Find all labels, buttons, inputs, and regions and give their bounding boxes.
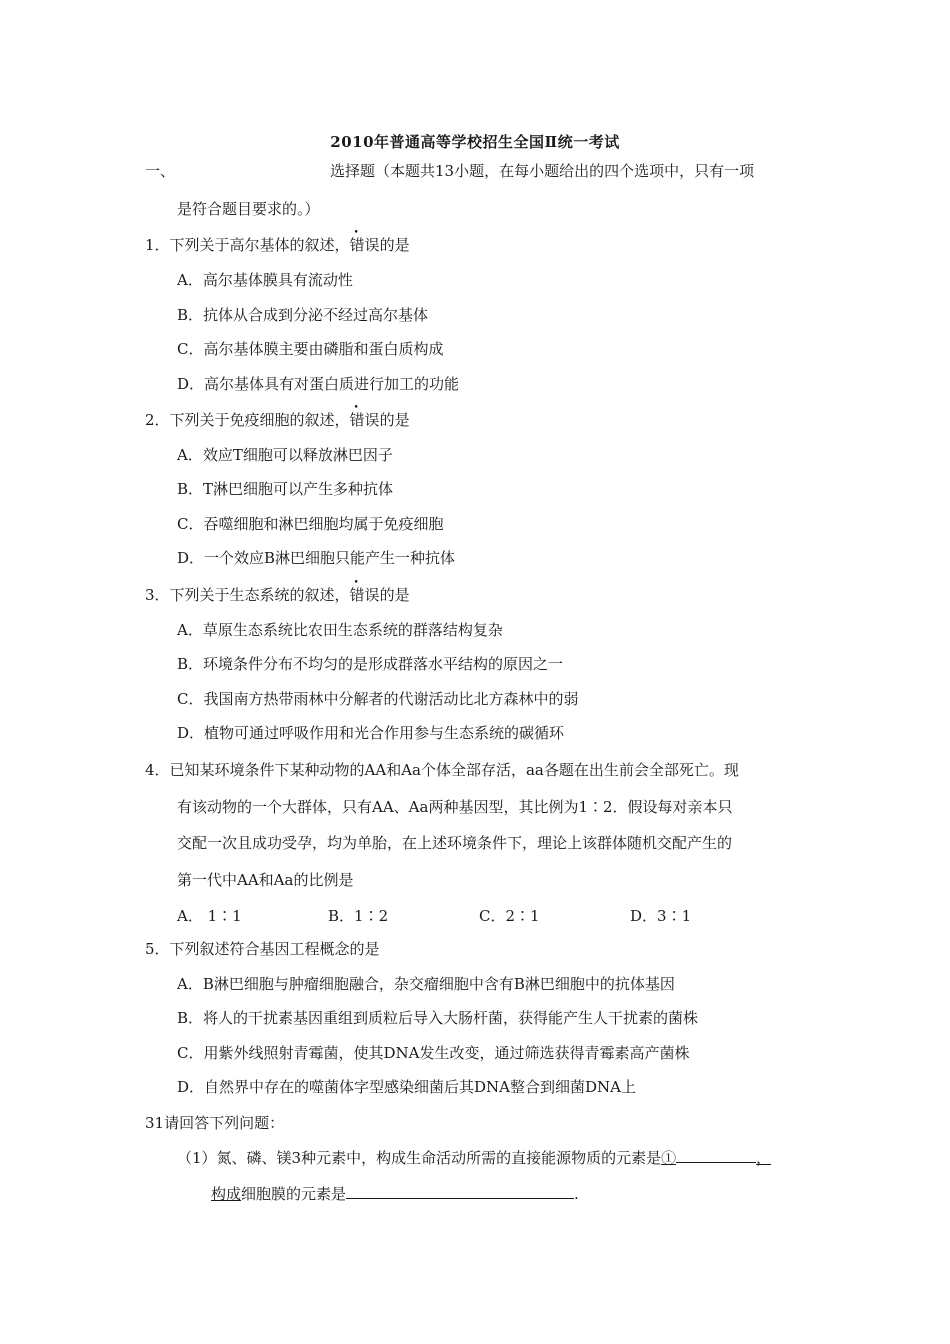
question-stem-prefix: 2．下列关于免疫细胞的叙述， (145, 411, 350, 429)
question-5-option-c: C．用紫外线照射青霉菌，使其DNA发生改变，通过筛选获得青霉素高产菌株 (177, 1044, 690, 1062)
question-4-option-d: D．3∶1 (630, 907, 692, 925)
answer-blank-2[interactable] (346, 1184, 574, 1199)
question-2-option-d: D．一个效应B淋巴细胞只能产生一种抗体 (177, 549, 456, 567)
question-2-option-c: C．吞噬细胞和淋巴细胞均属于免疫细胞 (177, 515, 444, 533)
question-stem-suffix: 的是 (379, 411, 410, 429)
question-2-stem (145, 410, 410, 430)
question-31-part1-text: （1）氮、磷、镁3种元素中，构成生命活动所需的直接能源物质的元素是 (177, 1149, 662, 1167)
question-1-option-a: A．高尔基体膜具有流动性 (177, 271, 353, 289)
question-1-stem (145, 235, 410, 255)
question-3-option-a: A．草原生态系统比农田生态系统的群落结构复杂 (177, 621, 503, 639)
question-3-stem (145, 585, 410, 605)
answer-marker-1: ① (661, 1149, 677, 1167)
question-5-option-b: B．将人的干扰素基因重组到质粒后导入大肠杆菌，获得能产生人干扰素的菌株 (177, 1009, 699, 1027)
question-31-part1-line2 (211, 1184, 579, 1204)
question-4-stem-line4: 第一代中AA和Aa的比例是 (177, 871, 354, 889)
question-2-option-b: B．T淋巴细胞可以产生多种抗体 (177, 480, 394, 498)
question-4-option-c: C．2∶1 (479, 907, 540, 925)
question-4-stem-line3: 交配一次且成功受孕，均为单胎，在上述环境条件下，理论上该群体随机交配产生的 (177, 834, 733, 852)
question-31-heading: 31请回答下列问题： (145, 1114, 285, 1132)
section-number: 一、 (145, 162, 176, 180)
question-3-option-b: B．环境条件分布不均匀的是形成群落水平结构的原因之一 (177, 655, 564, 673)
question-31-part1-line2-text: 细胞膜的元素是 (241, 1185, 347, 1203)
question-3-option-d: D．植物可通过呼吸作用和光合作用参与生态系统的碳循环 (177, 724, 565, 742)
question-stem-emphasis: 错误 (349, 411, 380, 429)
question-1-option-c: C．高尔基体膜主要由磷脂和蛋白质构成 (177, 340, 444, 358)
question-stem-suffix: 的是 (379, 586, 410, 604)
question-stem-emphasis: 错误 (349, 586, 380, 604)
question-stem-emphasis: 错误 (349, 236, 380, 254)
answer-blank-1[interactable] (676, 1148, 756, 1163)
exam-title: 2010年普通高等学校招生全国Ⅱ统一考试 (330, 133, 620, 151)
question-31-underlined-word: 构成 (211, 1185, 242, 1203)
question-4-option-b: B．1∶2 (328, 907, 389, 925)
question-stem-prefix: 1．下列关于高尔基体的叙述， (145, 236, 350, 254)
question-1-option-b: B．抗体从合成到分泌不经过高尔基体 (177, 306, 429, 324)
question-3-option-c: C．我国南方热带雨林中分解者的代谢活动比北方森林中的弱 (177, 690, 579, 708)
question-stem-prefix: 3．下列关于生态系统的叙述， (145, 586, 350, 604)
question-4-option-a: A． 1∶1 (177, 907, 242, 925)
question-31-period: . (574, 1185, 579, 1203)
section-heading-line1: 选择题（本题共13小题，在每小题给出的四个选项中，只有一项 (330, 162, 755, 180)
question-stem-suffix: 的是 (379, 236, 410, 254)
question-5-option-a: A．B淋巴细胞与肿瘤细胞融合，杂交瘤细胞中含有B淋巴细胞中的抗体基因 (177, 975, 675, 993)
question-4-stem-line2: 有该动物的一个大群体，只有AA、Aa两种基因型，其比例为1∶2．假设每对亲本只 (177, 798, 733, 816)
question-5-stem: 5．下列叙述符合基因工程概念的是 (145, 940, 380, 958)
question-31-comma: ， (756, 1149, 772, 1167)
section-heading-line2: 是符合题目要求的。） (177, 200, 320, 218)
question-5-option-d: D．自然界中存在的噬菌体字型感染细菌后其DNA整合到细菌DNA上 (177, 1078, 636, 1096)
question-4-stem-line1: 4．已知某环境条件下某种动物的AA和Aa个体全部存活，aa各题在出生前会全部死亡。现 (145, 761, 739, 779)
question-1-option-d: D．高尔基体具有对蛋白质进行加工的功能 (177, 375, 460, 393)
question-31-part1-line1 (177, 1148, 771, 1168)
question-2-option-a: A．效应T细胞可以释放淋巴因子 (177, 446, 393, 464)
